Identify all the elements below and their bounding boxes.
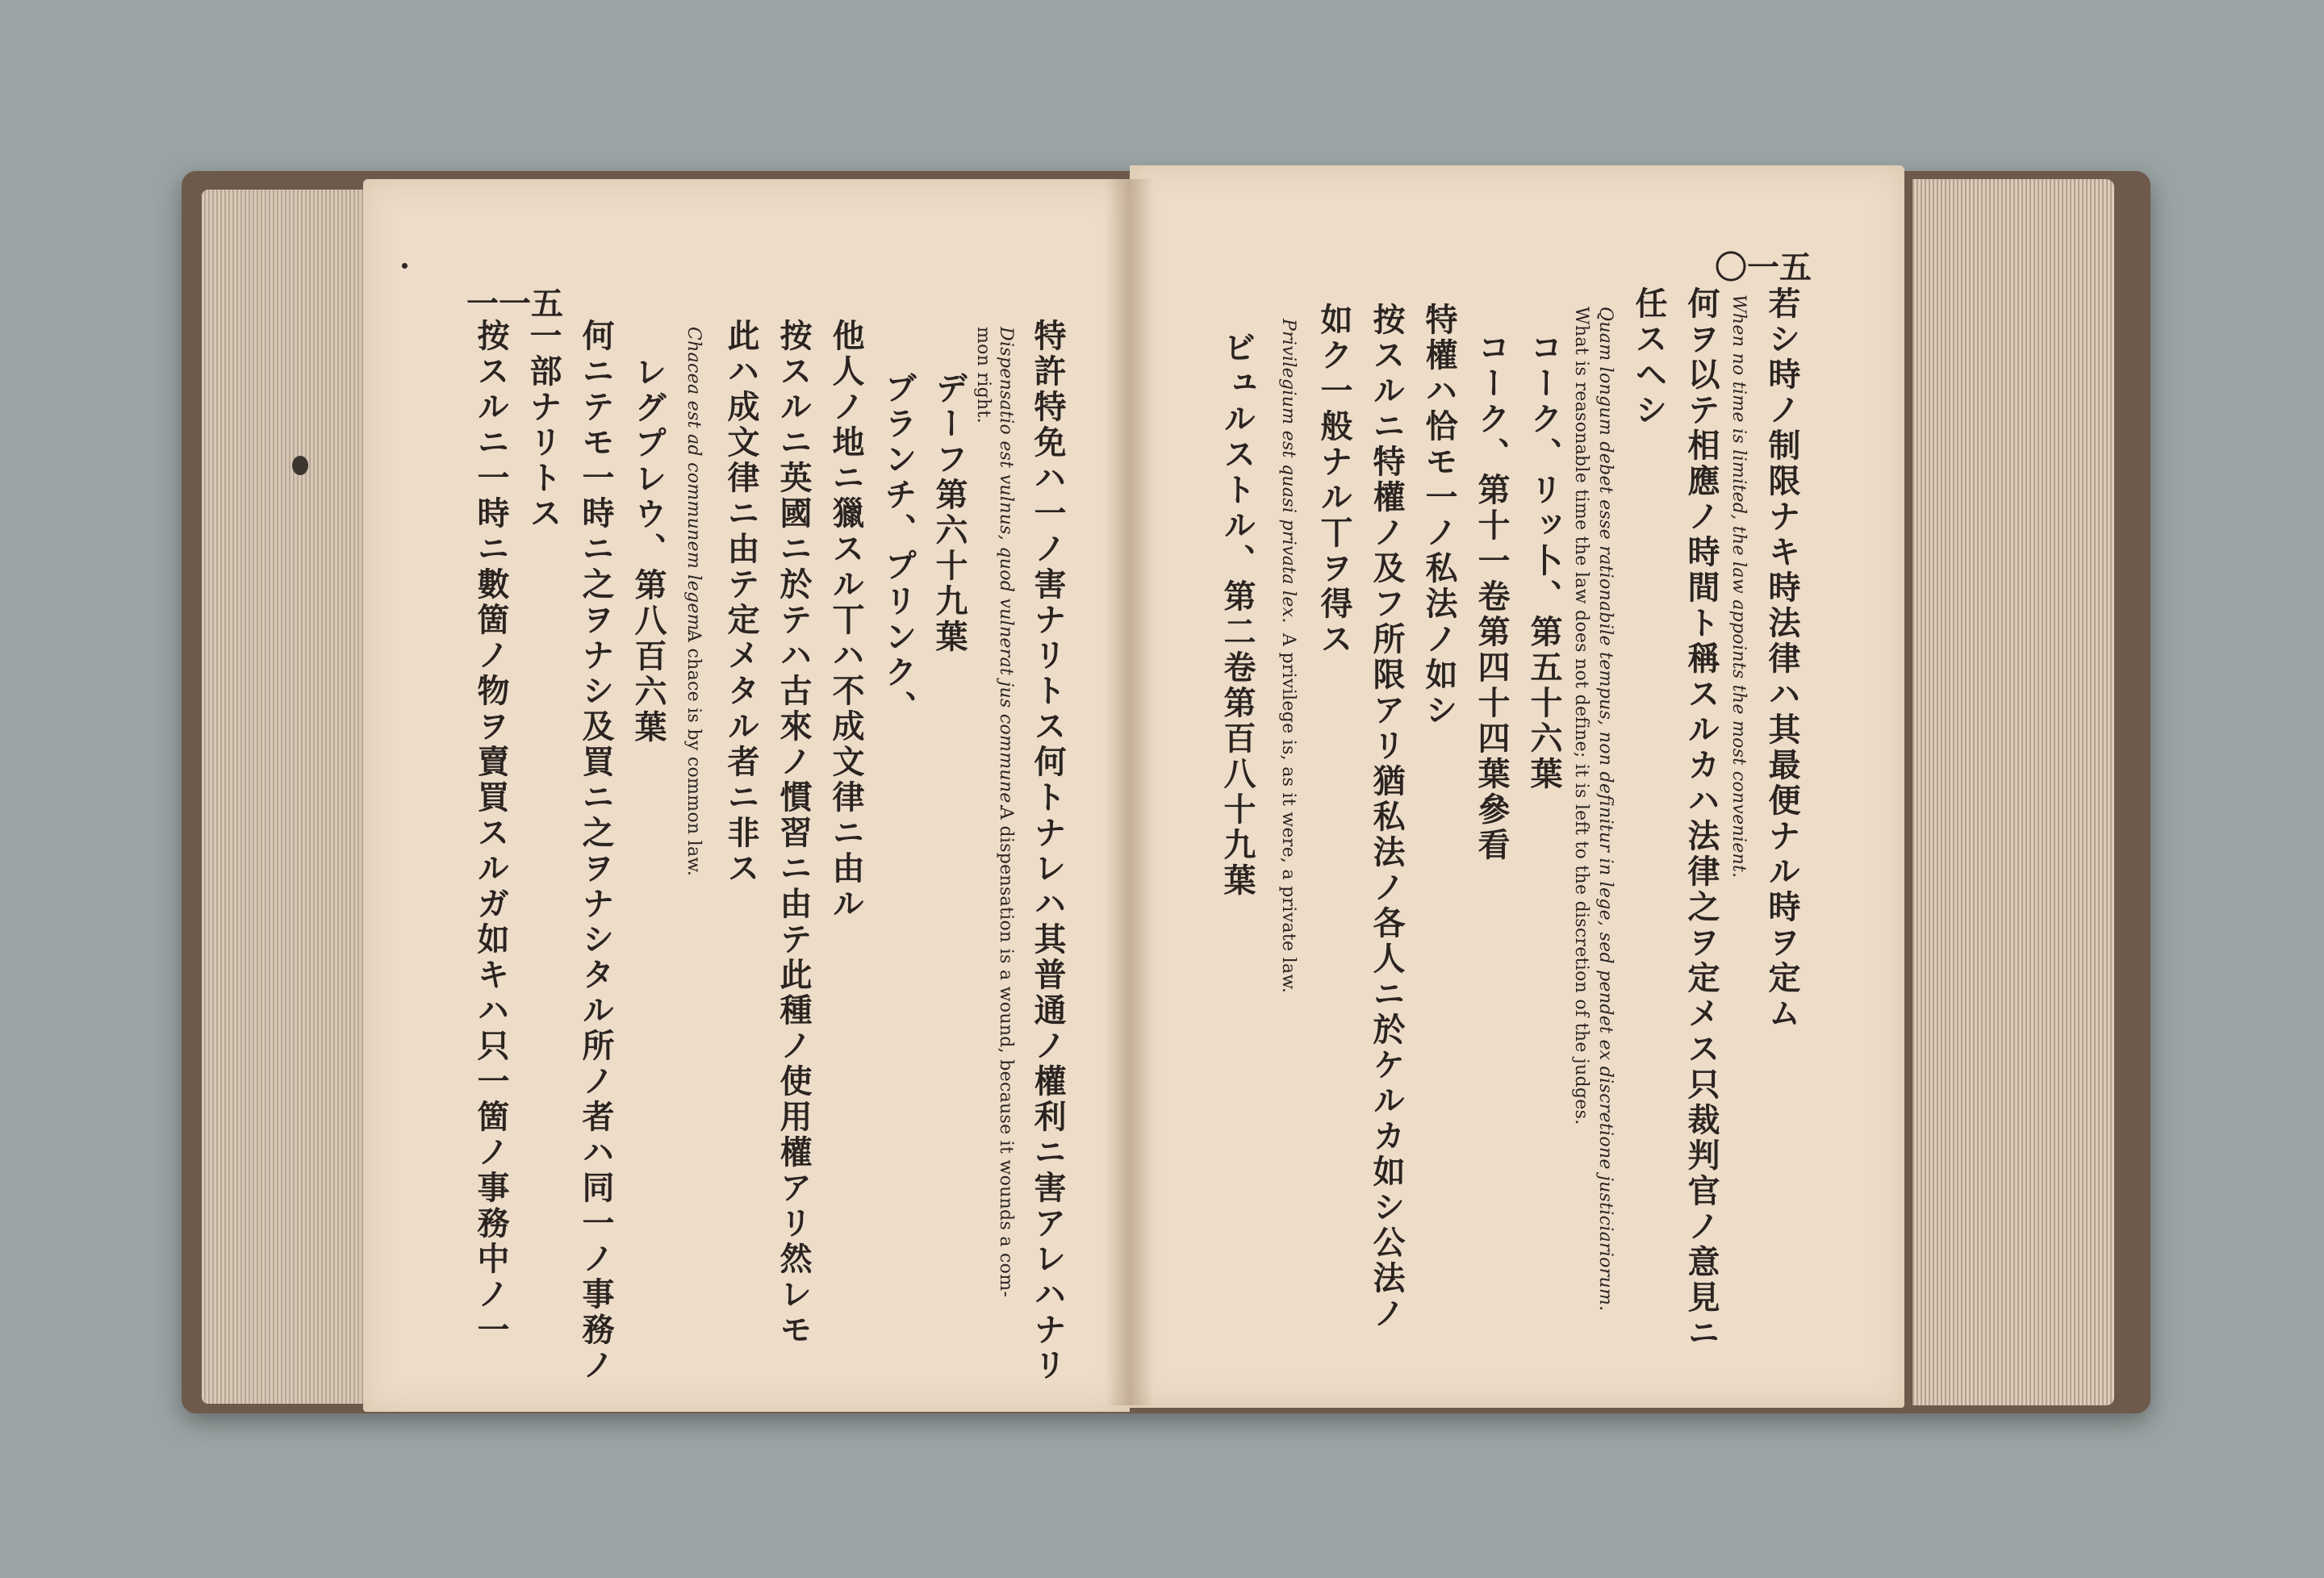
text-column: 何ニテモ一時ニ之ヲナシ及買ニ之ヲナシタル所ノ者ハ同一ノ事務ノ xyxy=(577,319,615,1384)
english-translation: What is reasonable time the law does not define; it is left to the discretion of the judges. xyxy=(1571,307,1591,1125)
margin-dot xyxy=(402,263,408,269)
citation: ビュルストル、第二卷第百八十九葉 xyxy=(1218,331,1256,899)
text-column: 一部ナリトス xyxy=(525,319,562,532)
page-stack-left xyxy=(202,190,375,1404)
text-column: 如ク一般ナル丅ヲ得ス xyxy=(1315,303,1353,658)
latin-maxim: When no time is limited, the law appoints the most convenient. xyxy=(1728,294,1749,879)
text-column: 特許特免ハ一ノ害ナリトス何トナレハ其普通ノ權利ニ害アレハナリ xyxy=(1029,319,1067,1384)
text-column: 何ヲ以テ相應ノ時間ト稱スルカハ法律之ヲ定メス只裁判官ノ意見ニ xyxy=(1682,286,1720,1351)
citation: ブランチ、プリンク、 xyxy=(880,371,917,726)
english-translation: A dispensation is a wound, because it wounds a com- xyxy=(996,807,1016,1298)
english-translation: mon right. xyxy=(973,327,993,424)
english-translation: A chace is by common law. xyxy=(683,629,704,877)
citation: レグプレウ、第八百六葉 xyxy=(629,355,667,745)
latin-maxim: Chacea est ad communem legem. xyxy=(683,327,704,637)
left-page-number: 一一五 xyxy=(466,285,563,323)
text-column: 若シ時ノ制限ナキ時法律ハ其最便ナル時ヲ定ム xyxy=(1763,286,1801,1032)
citation: デーフ第六十九葉 xyxy=(930,371,968,655)
text-column: 按スルニ一時ニ數箇ノ物ヲ賣買スルガ如キハ只一箇ノ事務中ノ一 xyxy=(472,319,510,1348)
english-translation: A privilege is, as it were, a private law. xyxy=(1278,633,1298,994)
page-stack-right xyxy=(1912,179,2114,1405)
right-page-number: 〇一五 xyxy=(1715,248,1812,286)
text-column: 特權ハ恰モ一ノ私法ノ如シ xyxy=(1420,303,1458,728)
citation: コーク、第十一卷第四十四葉參看 xyxy=(1473,331,1511,863)
text-column: 他人ノ地ニ獵スル丅ハ不成文律ニ由ル xyxy=(827,319,865,922)
book-gutter xyxy=(1106,179,1154,1405)
latin-maxim: Dispensatio est vulnus, quod vulnerat jus commune. xyxy=(996,327,1016,809)
text-column: 按スルニ英國ニ於テハ古來ノ慣習ニ由テ此種ノ使用權アリ然レモ xyxy=(775,319,813,1348)
text-column: 任スヘシ xyxy=(1630,286,1668,428)
latin-maxim: Quam longum debet esse rationabile tempus, non definitur in lege, sed pendet ex discretione justiciariorum. xyxy=(1595,307,1616,1312)
text-column: 此ハ成文律ニ由テ定メタル者ニ非ス xyxy=(722,319,760,887)
citation: コーク、リッ卜、第五十六葉 xyxy=(1525,331,1563,792)
latin-maxim: Privilegium est quasi privata lex. xyxy=(1278,319,1298,624)
text-column: 按スルニ特權ノ及フ所限アリ猶私法ノ各人ニ於ケルカ如シ公法ノ xyxy=(1368,303,1406,1332)
binding-hole xyxy=(292,456,308,475)
